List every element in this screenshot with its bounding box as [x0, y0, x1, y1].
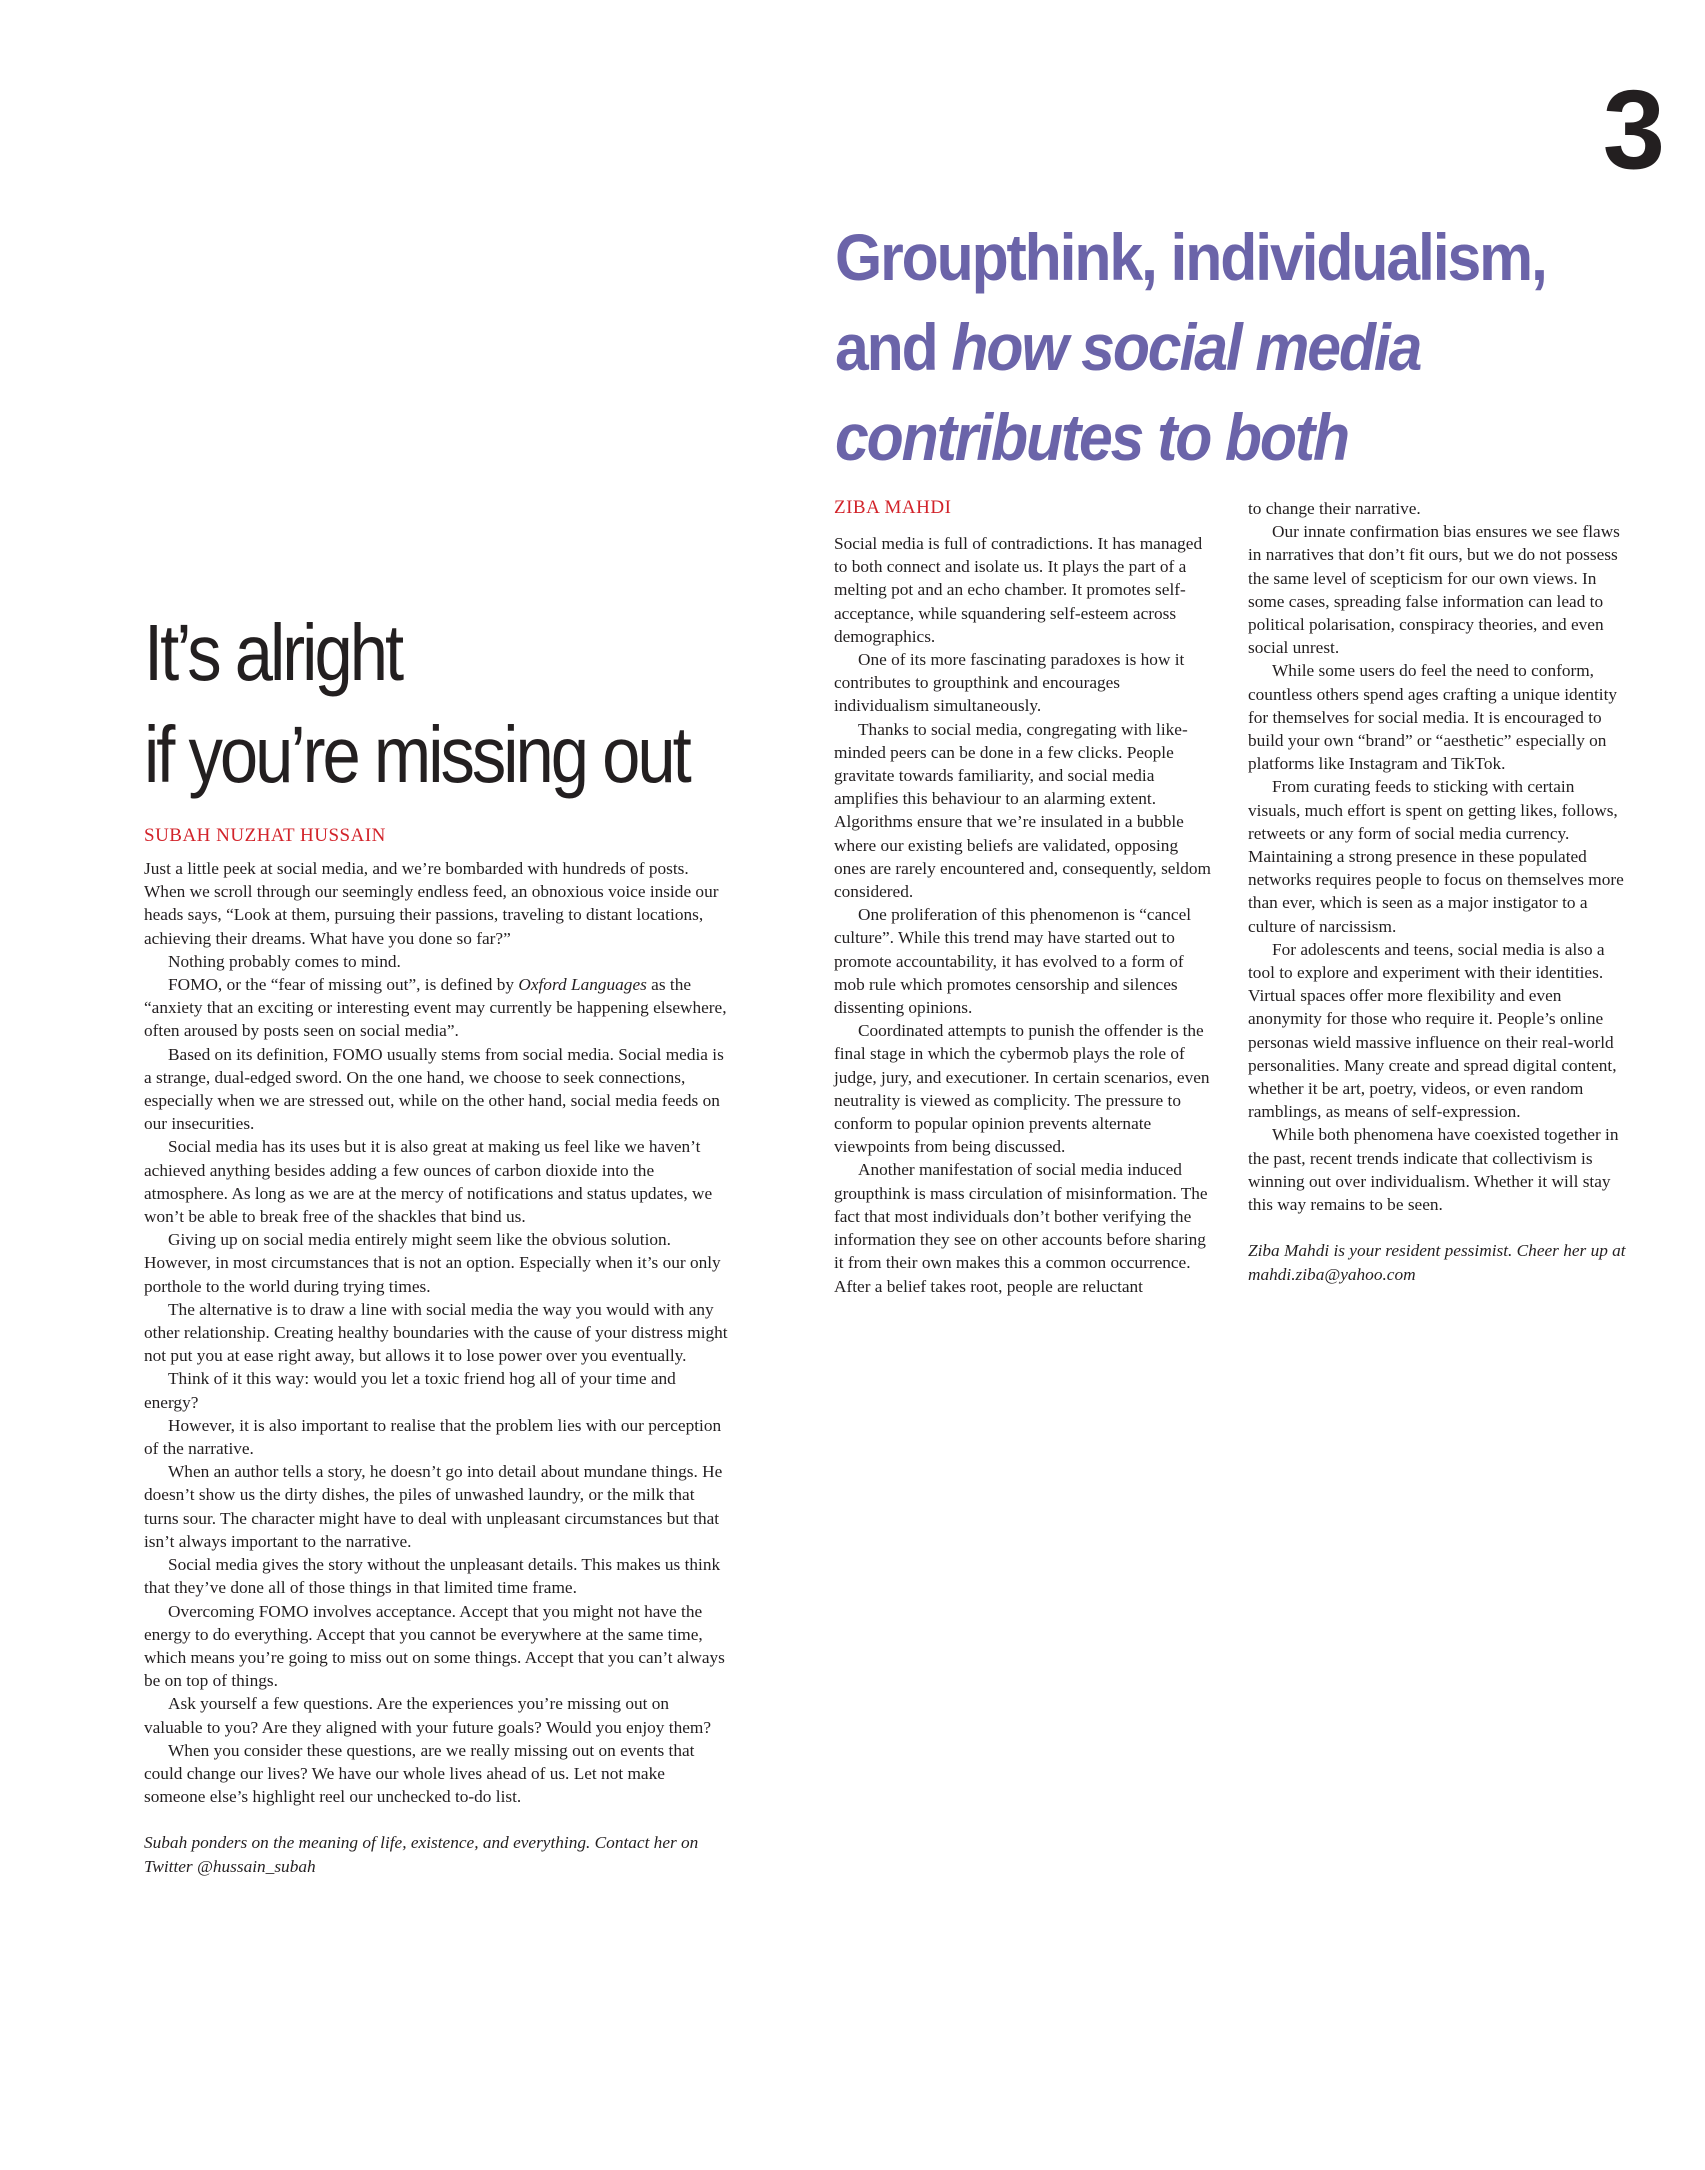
article-column	[834, 532, 1214, 1298]
article-headline	[144, 602, 763, 806]
paragraph-text: as the “anxiety that an exciting or interesting event may currently be happening elsewhere, often aroused by posts seen on social media”.	[144, 975, 727, 1041]
article-paragraph: One proliferation of this phenomenon is “cancel culture”. While this trend may have started out to promote accountability, it has evolved to a form of mob rule which promotes censorship and silences dissenting opinions.	[834, 905, 1192, 1018]
author-bio: Subah ponders on the meaning of life, existence, and everything. Contact her on Twitter @hussain_subah	[144, 1833, 699, 1876]
article-paragraph: Social media has its uses but it is also great at making us feel like we haven’t achieved anything besides adding a few ounces of carbon dioxide into the atmosphere. As long as we are at the mercy of notifications and status updates, we won’t be able to break free of the shackles that bind us.	[144, 1137, 713, 1227]
article-paragraph: One of its more fascinating paradoxes is how it contributes to groupthink and encourages individualism simultaneously.	[834, 650, 1185, 716]
article-paragraph: Our innate confirmation bias ensures we see flaws in narratives that don’t fit ours, but we do not possess the same level of scepticism for our own views. In some cases, spreading false information can lead to political polarisation, conspiracy theories, and even social unrest.	[1248, 522, 1620, 658]
article-paragraph: Think of it this way: would you let a toxic friend hog all of your time and energy?	[144, 1369, 676, 1412]
article-paragraph: For adolescents and teens, social media is also a tool to explore and experiment with their identities. Virtual spaces offer more flexibility and even anonymity for those who require it. People’s online personas wield massive influence on their real-world personalities. Many create and spread digital content, whether it be art, poetry, videos, or even random ramblings, as means of self-expression.	[1248, 939, 1617, 1122]
headline-line	[835, 302, 1589, 392]
article-paragraph: Overcoming FOMO involves acceptance. Accept that you might not have the energy to do everything. Accept that you cannot be everywhere at the same time, which means you’re going to miss out on some things. Accept that you can’t always be on top of things.	[144, 1601, 725, 1691]
article-paragraph	[144, 973, 729, 1043]
article-paragraph: Social media gives the story without the unpleasant details. This makes us think that they’ve done all of those things in that limited time frame.	[144, 1555, 721, 1598]
article-paragraph: The alternative is to draw a line with social media the way you would with any other relationship. Creating healthy boundaries with the cause of your distress might not put you at ease right away, but allows it to lose power over you eventually.	[144, 1299, 728, 1366]
headline-text-italic: how social media	[951, 310, 1421, 384]
headline-line	[835, 392, 1589, 482]
article-paragraph: While some users do feel the need to conform, countless others spend ages crafting a unique identity for themselves for social media. It is encouraged to build your own “brand” or “aesthetic” especially on platforms like Instagram and TikTok.	[1248, 661, 1618, 774]
headline-text-italic: contributes to both	[835, 400, 1348, 474]
article-paragraph: When an author tells a story, he doesn’t go into detail about mundane things. He doesn’t show us the dirty dishes, the piles of unwashed laundry, or the milk that turns sour. The character might have to deal with unpleasant circumstances but that isn’t always important to the narrative.	[144, 1462, 723, 1551]
article-paragraph: Thanks to social media, congregating with like-minded peers can be done in a few clicks. People gravitate towards familiarity, and social media amplifies this behaviour to an alarming extent. Algorithms ensure that we’re insulated in a bubble where our existing beliefs are validated, opposing ones are rarely encountered and, consequently, seldom considered.	[834, 719, 1211, 902]
headline-line: if you’re missing out	[144, 710, 689, 799]
article-paragraph: Giving up on social media entirely might seem like the obvious solution. However, in most circumstances that is not an option. Especially when it’s our only porthole to the world during trying times.	[144, 1230, 721, 1296]
headline-text: and	[835, 310, 952, 384]
author-bio: Ziba Mahdi is your resident pessimist. Cheer her up at mahdi.ziba@yahoo.com	[1248, 1241, 1626, 1284]
article-headline	[835, 212, 1589, 482]
page-number: 3	[1602, 67, 1665, 192]
article-paragraph: While both phenomena have coexisted together in the past, recent trends indicate that collectivism is winning out over individualism. Whether it will stay this way remains to be seen.	[1248, 1125, 1619, 1215]
headline-line: It’s alright	[144, 608, 402, 697]
article-paragraph: Another manifestation of social media induced groupthink is mass circulation of misinformation. The fact that most individuals don’t bother verifying the information they see on other accounts before sharing it from their own makes this a common occurrence. After a belief takes root, people are reluctant	[834, 1160, 1208, 1296]
article-byline: ZIBA MAHDI	[834, 497, 952, 518]
article-paragraph: Nothing probably comes to mind.	[168, 951, 401, 971]
article-byline: SUBAH NUZHAT HUSSAIN	[144, 825, 386, 846]
article-paragraph: Ask yourself a few questions. Are the experiences you’re missing out on valuable to you? Are they aligned with your future goals? Would you enjoy them?	[144, 1694, 711, 1737]
article-paragraph: From curating feeds to sticking with certain visuals, much effort is spent on getting likes, follows, retweets or any form of social media currency. Maintaining a strong presence in these populated networks requires people to focus on themselves more than ever, which is seen as a major instigator to a culture of narcissism.	[1248, 777, 1624, 936]
article-paragraph: Based on its definition, FOMO usually stems from social media. Social media is a strange, dual-edged sword. On the one hand, we choose to seek connections, especially when we are stressed out, while on the other hand, social media feeds on our insecurities.	[144, 1044, 724, 1134]
article-column	[144, 857, 729, 1878]
article-paragraph: Social media is full of contradictions. It has managed to both connect and isolate us. It plays the part of a melting pot and an echo chamber. It promotes self-acceptance, while squandering self-esteem across demographics.	[834, 534, 1203, 646]
headline-line: Groupthink, individualism,	[835, 220, 1546, 294]
source-name: Oxford Languages	[518, 975, 647, 995]
article-paragraph: Coordinated attempts to punish the offender is the final stage in which the cybermob plays the role of judge, jury, and executioner. In certain scenarios, even neutrality is viewed as complicity. The pressure to conform to popular opinion prevents alternate viewpoints from being discussed.	[834, 1021, 1210, 1157]
paragraph-text: FOMO, or the “fear of missing out”, is defined by	[168, 975, 519, 995]
article-paragraph: to change their narrative.	[1248, 499, 1421, 518]
article-paragraph: When you consider these questions, are we really missing out on events that could change our lives? We have our whole lives ahead of us. Let not make someone else’s highlight reel our unchecked to-do list.	[144, 1740, 695, 1807]
article-paragraph: Just a little peek at social media, and we’re bombarded with hundreds of posts. When we scroll through our seemingly endless feed, an obnoxious voice inside our heads says, “Look at them, pursuing their passions, traveling to distant locations, achieving their dreams. What have you done so far?”	[144, 859, 719, 948]
article-paragraph: However, it is also important to realise that the problem lies with our perception of the narrative.	[144, 1415, 722, 1459]
article-column	[1248, 497, 1628, 1286]
